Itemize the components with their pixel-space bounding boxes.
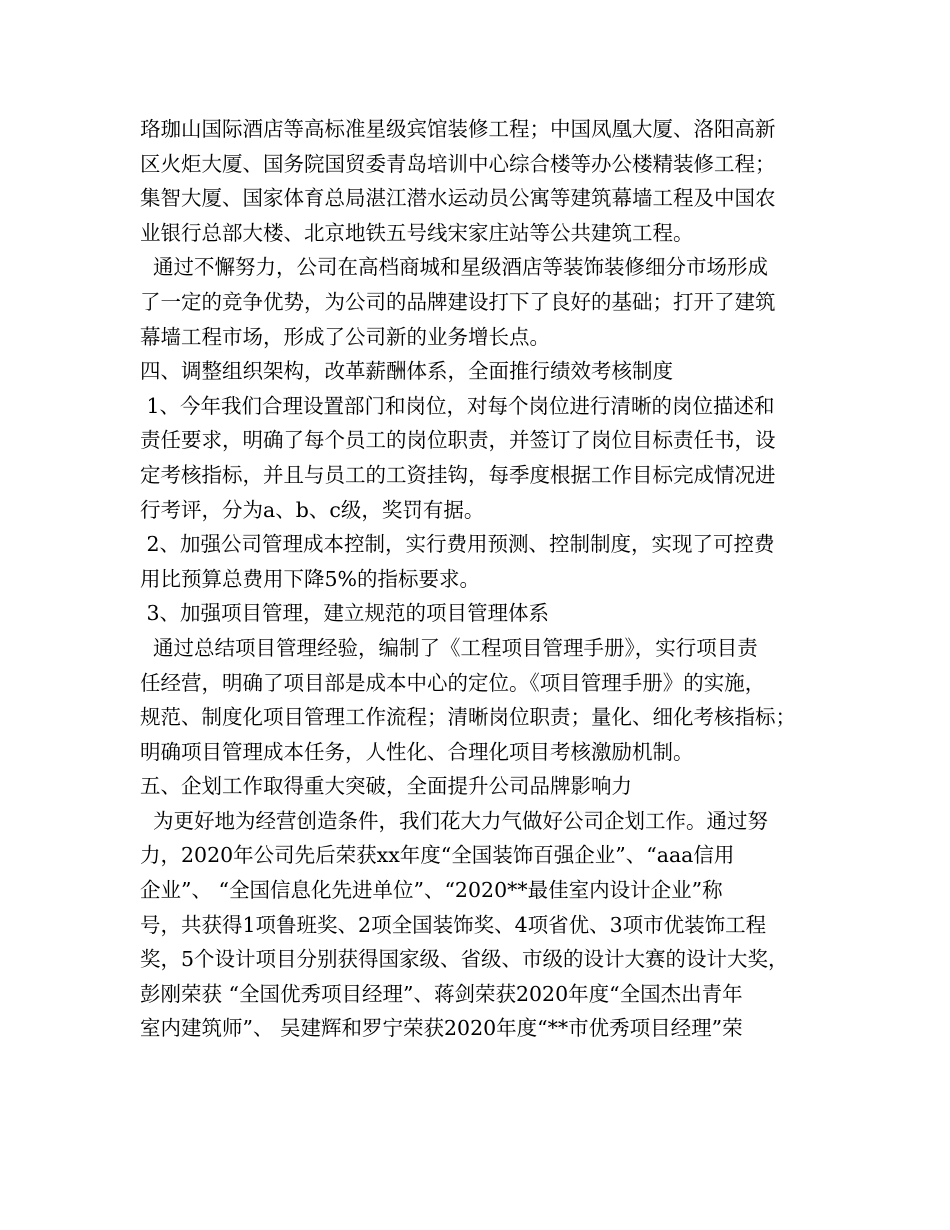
paragraph-line: 责任要求，明确了每个员工的岗位职责，并签订了岗位目标责任书，设 <box>140 428 776 453</box>
paragraph-line: 珞珈山国际酒店等高标准星级宾馆装修工程；中国凤凰大厦、洛阳高新 <box>140 117 776 141</box>
paragraph-line: 业银行总部大楼、北京地铁五号线宋家庄站等公共建筑工程。 <box>140 220 694 245</box>
paragraph-line: 规范、制度化项目管理工作流程；清晰岗位职责；量化、细化考核指标； <box>140 705 796 730</box>
paragraph-line: 区火炬大厦、国务院国贸委青岛培训中心综合楼等办公楼精装修工程； <box>140 151 776 176</box>
paragraph-line: 定考核指标，并且与员工的工资挂钩，每季度根据工作目标完成情况进 <box>140 462 776 487</box>
paragraph-line: 通过不懈努力，公司在高档商城和星级酒店等装饰装修细分市场形成 <box>140 255 769 280</box>
paragraph-line: 企业”、 “全国信息化先进单位”、“2020**最佳室内设计企业”称 <box>140 878 723 903</box>
paragraph-line: 为更好地为经营创造条件，我们花大力气做好公司企划工作。通过努 <box>140 808 769 833</box>
paragraph-line: 幕墙工程市场，形成了公司新的业务增长点。 <box>140 324 550 349</box>
paragraph-line: 用比预算总费用下降5%的指标要求。 <box>140 566 481 591</box>
paragraph-line: 了一定的竞争优势，为公司的品牌建设打下了良好的基础；打开了建筑 <box>140 289 776 314</box>
paragraph-line: 任经营，明确了项目部是成本中心的定位。《项目管理手册》的实施， <box>140 670 766 695</box>
paragraph-line: 室内建筑师”、 吴建辉和罗宁荣获2020年度“**市优秀项目经理”荣 <box>140 1016 743 1041</box>
paragraph-line: 2、加强公司管理成本控制，实行费用预测、控制制度，实现了可控费 <box>140 532 775 557</box>
paragraph-line: 通过总结项目管理经验，编制了《工程项目管理手册》，实行项目责 <box>140 635 758 660</box>
paragraph-line: 1、今年我们合理设置部门和岗位，对每个岗位进行清晰的岗位描述和 <box>140 393 775 418</box>
paragraph-line: 力，2020年公司先后荣获xx年度“全国装饰百强企业”、“aaa信用 <box>140 843 735 868</box>
paragraph-line: 奖，5个设计项目分别获得国家级、省级、市级的设计大赛的设计大奖， <box>140 947 789 972</box>
paragraph-line: 集智大厦、国家体育总局湛江潜水运动员公寓等建筑幕墙工程及中国农 <box>140 186 776 211</box>
paragraph-line: 明确项目管理成本任务，人性化、合理化项目考核激励机制。 <box>140 739 694 764</box>
subheading-line: 3、加强项目管理，建立规范的项目管理体系 <box>140 601 550 626</box>
document-body <box>140 112 820 1046</box>
section-heading-4: 四、调整组织架构，改革薪酬体系，全面推行绩效考核制度 <box>140 359 673 384</box>
paragraph-line: 行考评，分为a、b、c级，奖罚有据。 <box>140 497 485 522</box>
paragraph-line: 彭刚荣获 “全国优秀项目经理”、蒋剑荣获2020年度“全国杰出青年 <box>140 981 743 1006</box>
paragraph-line: 号，共获得1项鲁班奖、2项全国装饰奖、4项省优、3项市优装饰工程 <box>140 912 767 937</box>
section-heading-5: 五、企划工作取得重大突破，全面提升公司品牌影响力 <box>140 774 632 799</box>
